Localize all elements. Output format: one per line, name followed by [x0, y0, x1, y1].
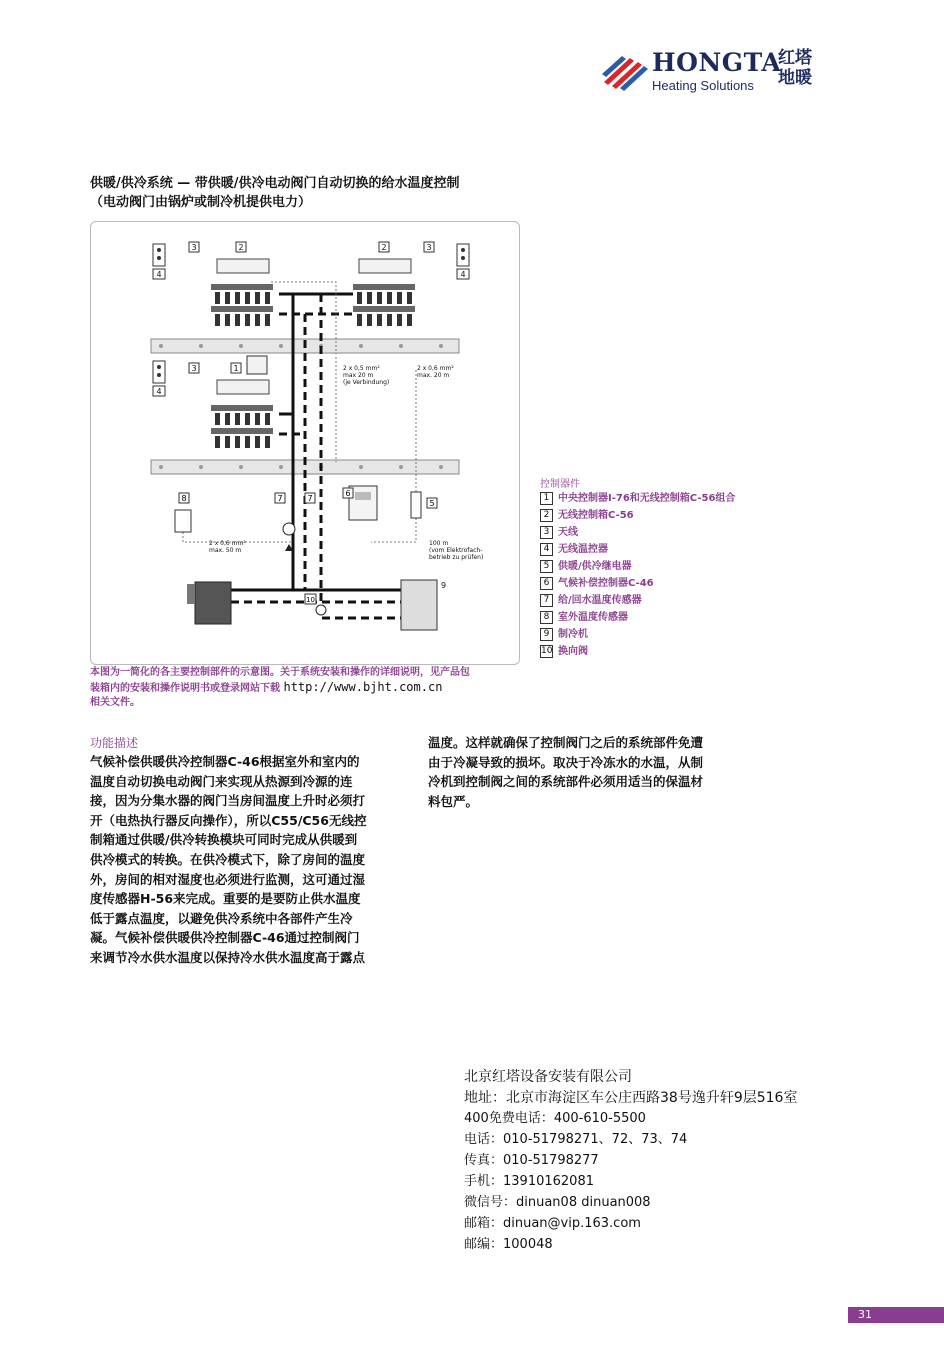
svg-text:4: 4	[156, 387, 162, 396]
manifold-top-right	[353, 259, 415, 326]
legend-item: 3 天线	[540, 525, 735, 542]
svg-text:8: 8	[181, 494, 187, 503]
legend-heading: 控制器件	[540, 479, 580, 490]
legend-item: 1 中央控制器I-76和无线控制箱C-56组合	[540, 491, 735, 508]
company-name: 北京红塔设备安装有限公司	[464, 1069, 632, 1085]
svg-text:2: 2	[381, 243, 387, 252]
svg-text:6: 6	[345, 489, 351, 498]
wire-spec-label-3: 2 x 0,6 mm² max. 50 m	[209, 540, 246, 554]
legend-item: 4 无线温控器	[540, 542, 735, 559]
svg-text:3: 3	[426, 243, 432, 252]
svg-text:7: 7	[277, 494, 283, 503]
logo-brand-cn: 红塔 地暖	[778, 48, 812, 88]
legend-item: 10 换向阀	[541, 646, 588, 657]
svg-text:10: 10	[306, 596, 315, 604]
legend-item: 9 制冷机	[540, 627, 735, 644]
legend-item: 6 气候补偿控制器C-46	[540, 576, 735, 593]
company-address: 地址：北京市海淀区车公庄西路38号逸升轩9层516室	[464, 1090, 798, 1106]
legend-item: 2 无线控制箱C-56	[540, 508, 735, 525]
svg-text:3: 3	[191, 364, 197, 373]
pump-icon	[283, 523, 295, 535]
supply-pipe	[279, 294, 293, 590]
description-right-column: 温度。这样就确保了控制阀门之后的系统部件免遭 由于冷凝导致的损坏。取决于冷冻水的水温，从制 冷机到控制阀之间的系统部件必须用适当的保温材 料包严。	[428, 735, 704, 809]
legend-item: 8 室外温度传感器	[540, 610, 735, 627]
svg-text:7: 7	[307, 494, 313, 503]
manifold-middle-left	[211, 380, 273, 448]
page-number: 31	[848, 1307, 944, 1323]
diagram-caption: 本图为一简化的各主要控制部件的示意图。关于系统安装和操作的详细说明，见产品包 装箱内的安装和操作说明书或登录网站下载 http://www.bjht.com.cn 相关文件。	[90, 667, 470, 708]
logo-subtitle: Heating Solutions	[652, 78, 754, 93]
website-link[interactable]: http://www.bjht.com.cn	[283, 680, 443, 694]
hongta-logo	[600, 44, 840, 100]
wire-spec-label-4: 100 m (vom Elektrofach- betrieb zu prüfen)	[429, 540, 484, 561]
phone: 电话：010-51798271、72、73、74	[464, 1132, 688, 1147]
wechat: 微信号：dinuan08 dinuan008	[464, 1195, 651, 1210]
page-title: 供暖/供冷系统 — 带供暖/供冷电动阀门自动切换的给水温度控制	[90, 176, 460, 191]
chiller-icon	[401, 580, 437, 630]
system-diagram	[90, 221, 520, 665]
page-subtitle: （电动阀门由锅炉或制冷机提供电力）	[90, 195, 312, 210]
fax: 传真：010-51798277	[464, 1153, 599, 1168]
description-heading: 功能描述	[90, 736, 139, 750]
manifold-top-left	[211, 259, 273, 326]
description-left-column: 气候补偿供暖供冷控制器C-46根据室外和室内的 温度自动切换电动阀门来实现从热源到冷源的连 接，因为分集水器的阀门当房间温度上升时必须打 开（电热执行器反向操作），所以C55/C56无线控 制箱通过供暖/供冷转换模块可同时完成从供暖到 供冷模式的转换。在供冷模式下，除了房间的温度 外，房间的相对湿度也必须进行监测，这可通过湿 度传感器H-56来完成。重要的是要防止供水温度 低于露点温度，以避免供冷系统中各部件产生冷 凝。气候补偿供暖供冷控制器C-46通过控制阀门 来调节冷水供水温度以保持冷水供水温度高于露点	[90, 754, 367, 965]
legend-list	[540, 491, 735, 661]
legend-item: 5 供暖/供冷继电器	[540, 559, 735, 576]
legend-item: 7 给/回水温度传感器	[540, 593, 735, 610]
svg-text:5: 5	[429, 499, 435, 508]
system-schematic	[91, 222, 519, 664]
relay-icon	[411, 492, 421, 518]
svg-text:3: 3	[191, 243, 197, 252]
mobile: 手机：13910162081	[464, 1174, 594, 1189]
postcode: 邮编：100048	[464, 1237, 553, 1252]
svg-text:4: 4	[460, 270, 466, 279]
svg-text:9: 9	[441, 581, 447, 590]
wire-spec-label-2: 2 x 0,6 mm² max. 20 m	[417, 365, 454, 379]
hotline: 400免费电话：400-610-5500	[464, 1111, 646, 1126]
svg-text:4: 4	[156, 270, 162, 279]
svg-text:1: 1	[233, 364, 239, 373]
svg-text:2: 2	[238, 243, 244, 252]
boiler-icon	[195, 582, 231, 624]
central-controller-icon	[247, 356, 267, 374]
email: 邮箱：dinuan@vip.163.com	[464, 1216, 641, 1231]
logo-brand: HONGTA	[652, 48, 782, 77]
wire-spec-label-1: 2 x 0,5 mm² max 20 m (je Verbindung)	[343, 365, 390, 386]
changeover-valve-icon	[316, 605, 326, 615]
outdoor-sensor-icon	[175, 510, 191, 532]
hongta-logo-mark-icon	[600, 52, 650, 92]
